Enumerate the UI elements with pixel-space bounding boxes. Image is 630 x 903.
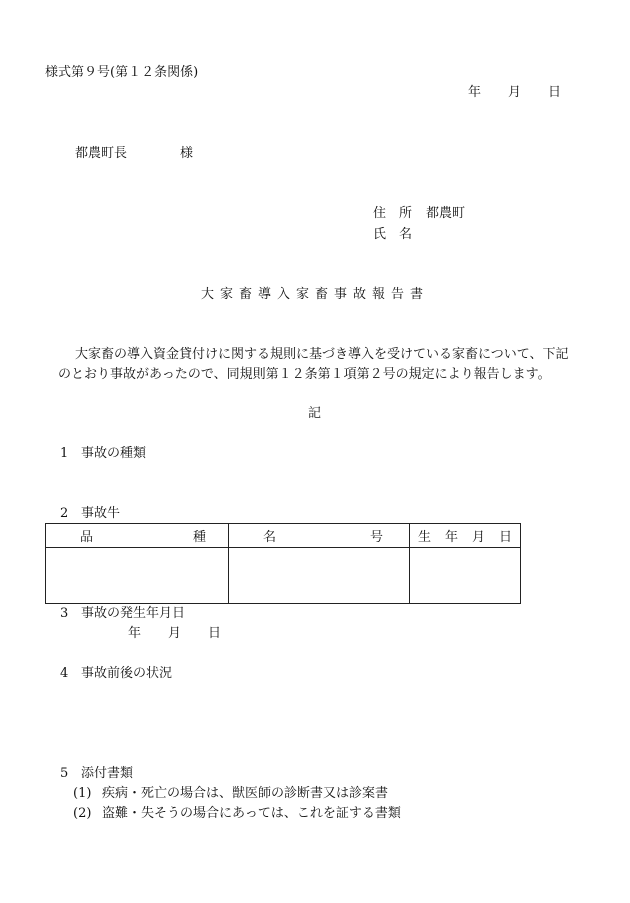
- header-breed-a: 品: [80, 530, 94, 545]
- section5-number: 5: [60, 766, 69, 781]
- section4-label: 事故前後の状況: [81, 666, 173, 681]
- addressee-name: 都農町長: [75, 146, 128, 161]
- address-label: 住 所: [373, 206, 413, 221]
- cell-birthdate[interactable]: [410, 548, 521, 604]
- header-birth-a: 生: [418, 530, 432, 545]
- cattle-table: [45, 523, 521, 604]
- attachment-2-text: 盗難・失そうの場合にあっては、これを証する書類: [102, 806, 401, 821]
- occurrence-day-label: 日: [208, 626, 222, 641]
- section3-number: 3: [60, 606, 69, 621]
- header-name-b: 号: [369, 530, 383, 545]
- occurrence-month-label: 月: [168, 626, 182, 641]
- address-value: 都農町: [426, 206, 466, 221]
- header-breed-b: 種: [192, 530, 206, 545]
- attachment-1-number: (1): [73, 786, 92, 801]
- form-number: 様式第９号(第１２条関係): [45, 65, 199, 80]
- section2-label: 事故牛: [81, 506, 121, 521]
- header-birth-d: 日: [498, 530, 512, 545]
- addressee-honorific: 様: [180, 146, 194, 161]
- date-day-label: 日: [548, 85, 562, 100]
- document-title: 大家畜導入家畜事故報告書: [200, 287, 429, 302]
- name-label: 氏 名: [373, 227, 413, 242]
- body-text-line1: 大家畜の導入資金貸付けに関する規則に基づき導入を受けている家畜について、下記: [75, 347, 569, 362]
- header-birthdate: [410, 524, 521, 548]
- occurrence-year-label: 年: [128, 626, 142, 641]
- section5-label: 添付書類: [81, 766, 134, 781]
- section1-label: 事故の種類: [81, 446, 147, 461]
- date-month-label: 月: [508, 85, 522, 100]
- section3-label: 事故の発生年月日: [81, 606, 186, 621]
- header-breed: [46, 524, 229, 548]
- table-row: [46, 548, 521, 604]
- attachment-1-text: 疾病・死亡の場合は、獣医師の診断書又は診案書: [102, 786, 389, 801]
- ki-heading: 記: [308, 406, 322, 421]
- date-year-label: 年: [468, 85, 482, 100]
- table-header-row: [46, 524, 521, 548]
- cell-breed[interactable]: [46, 548, 229, 604]
- header-name-a: 名: [263, 530, 277, 545]
- body-text-line2: のとおり事故があったので、同規則第１２条第１項第２号の規定により報告します。: [58, 367, 551, 382]
- header-birth-c: 月: [471, 530, 485, 545]
- header-name-number: [229, 524, 410, 548]
- section2-number: 2: [60, 506, 69, 521]
- section4-number: 4: [60, 666, 69, 681]
- cell-name-number[interactable]: [229, 548, 410, 604]
- section1-number: 1: [60, 446, 69, 461]
- header-birth-b: 年: [444, 530, 458, 545]
- attachment-2-number: (2): [73, 806, 92, 821]
